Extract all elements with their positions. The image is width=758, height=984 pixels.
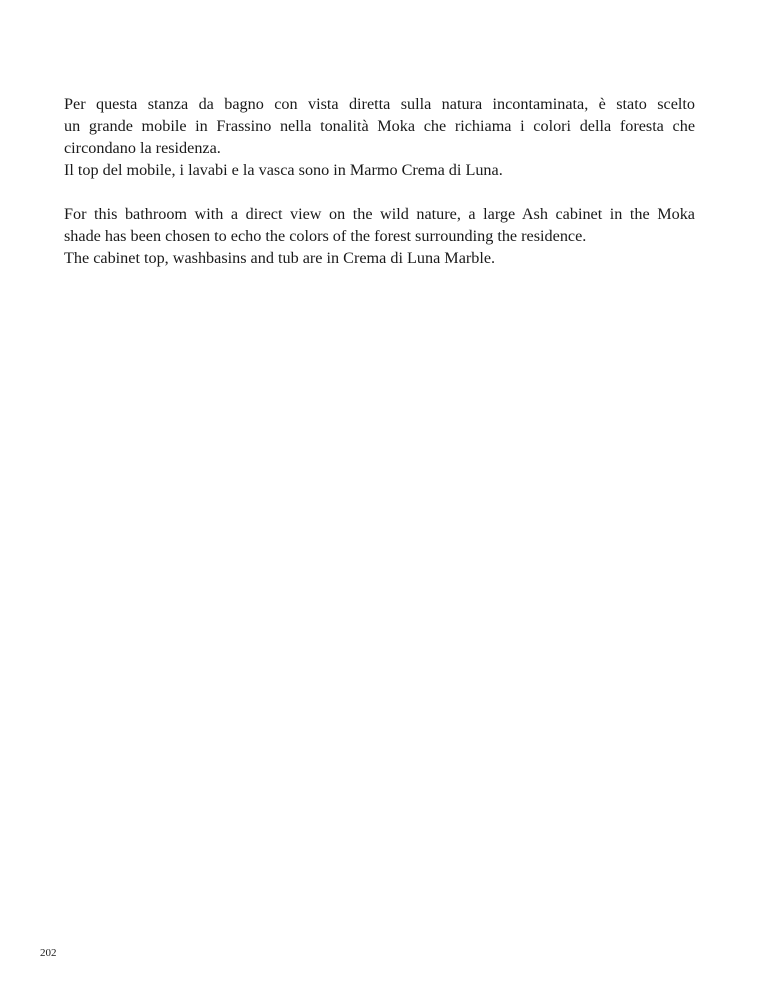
italian-line: un grande mobile in Frassino nella tonalità Moka che richiama i colori della foresta che [64,117,695,135]
italian-line: circondano la residenza. [64,139,221,157]
english-line: The cabinet top, washbasins and tub are in Crema di Luna Marble. [64,249,496,267]
paragraph-spacer [64,181,695,203]
english-paragraph [64,203,695,269]
body-text [64,93,695,269]
page-number: 202 [40,947,57,959]
english-line: For this bathroom with a direct view on the wild nature, a large Ash cabinet in the Moka [64,205,695,223]
english-line: shade has been chosen to echo the colors of the forest surrounding the residence. [64,227,587,245]
italian-line: Il top del mobile, i lavabi e la vasca sono in Marmo Crema di Luna. [64,161,503,179]
italian-line: Per questa stanza da bagno con vista diretta sulla natura incontaminata, è stato scelto [64,95,695,113]
italian-paragraph [64,93,695,181]
